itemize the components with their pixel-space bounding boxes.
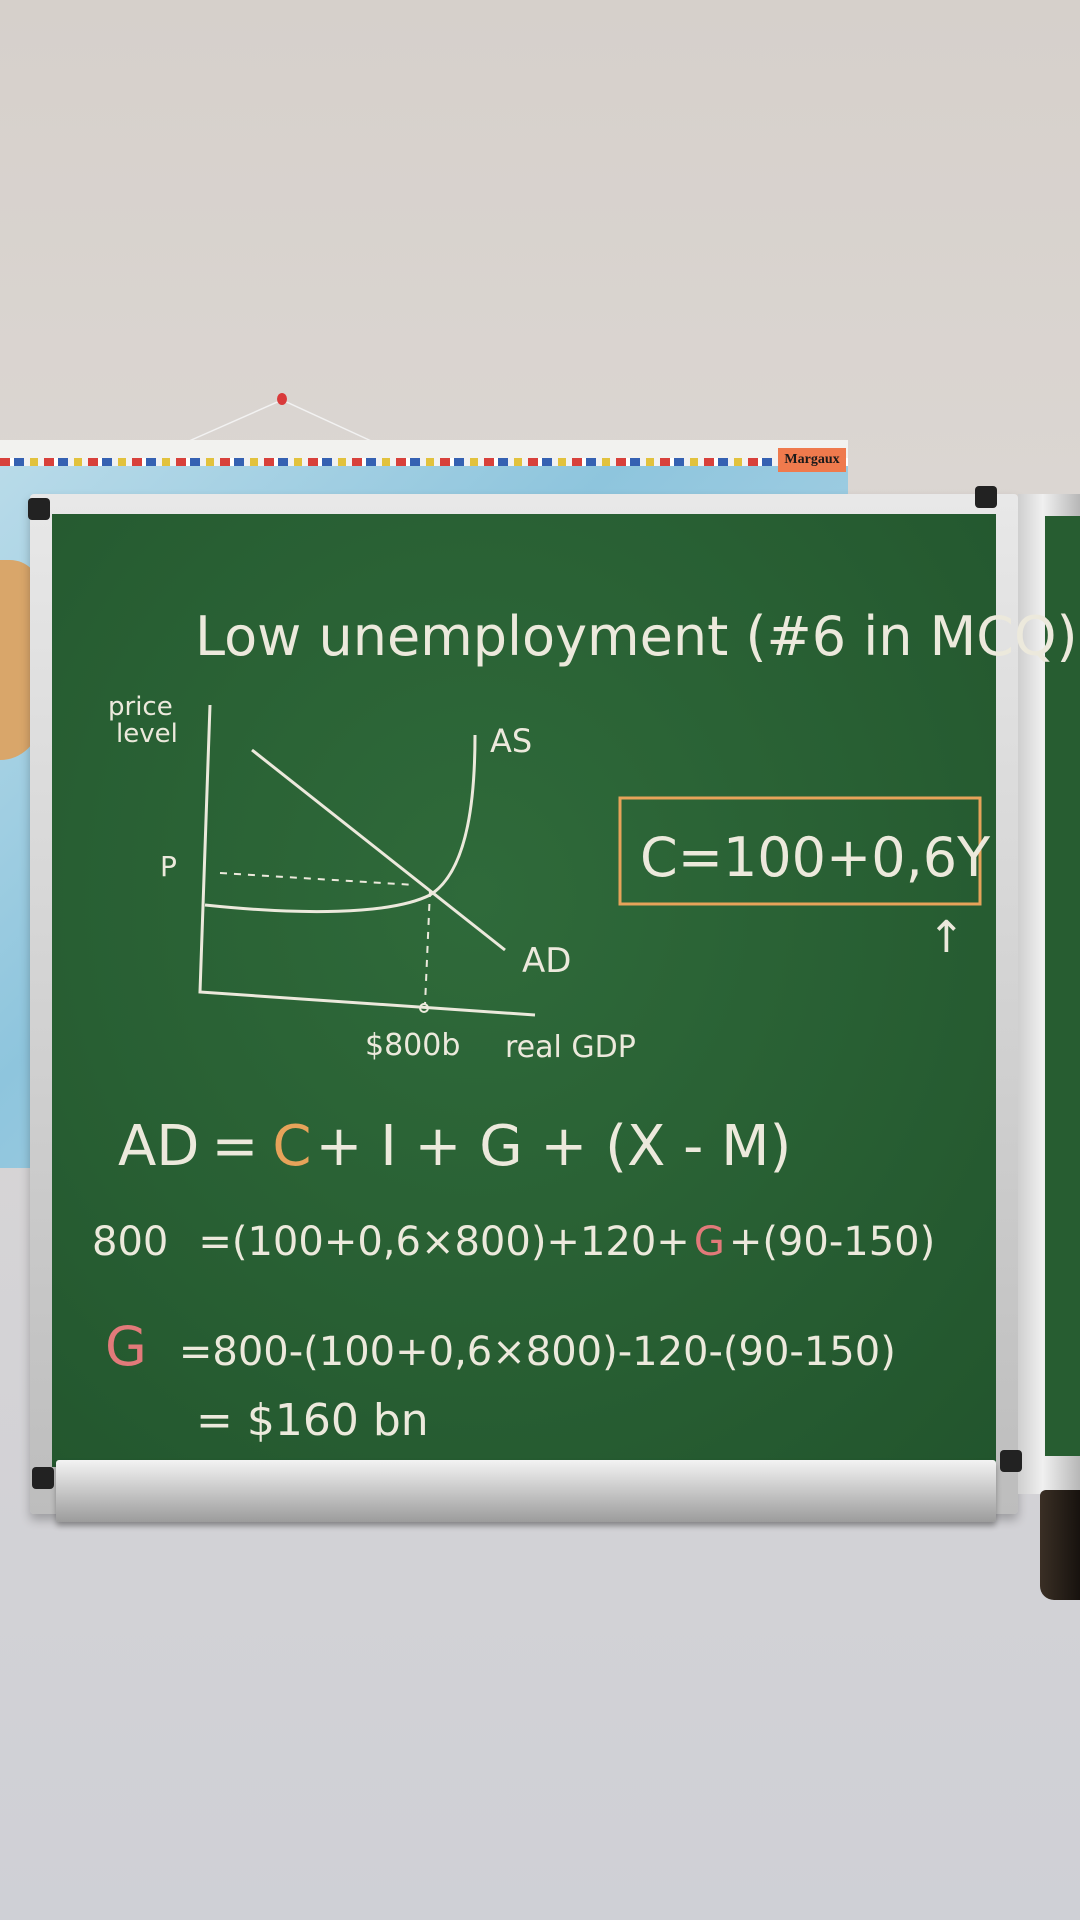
x-axis-label: real GDP xyxy=(505,1030,636,1065)
as-label: AS xyxy=(490,722,533,760)
eq1-rest: + I + G + (X - M) xyxy=(315,1114,792,1179)
eq2-g: G xyxy=(693,1219,725,1265)
ad-label: AD xyxy=(522,941,572,981)
equation-3 xyxy=(105,1315,896,1378)
graph-y-label-line1: price xyxy=(108,692,173,722)
eq2-part1: =(100+0,6×800)+120+ xyxy=(198,1219,690,1265)
eq2-part2: +(90-150) xyxy=(728,1219,936,1265)
chalk-arrow: ↑ xyxy=(928,912,965,963)
equation-1 xyxy=(118,1114,791,1179)
equation-2 xyxy=(92,1219,935,1265)
price-dashed-line xyxy=(220,873,415,885)
eq2-lhs: 800 xyxy=(92,1219,169,1265)
ad-as-graph xyxy=(108,692,636,1065)
eq1-c: C xyxy=(272,1114,312,1179)
eq3-rest: =800-(100+0,6×800)-120-(90-150) xyxy=(178,1329,896,1375)
board-title: Low unemployment (#6 in MCQ) xyxy=(195,605,1078,668)
map-name-label: Margaux xyxy=(778,448,846,472)
graph-axes xyxy=(200,705,535,1015)
price-tick-label: P xyxy=(160,850,177,883)
eq1-ad: AD xyxy=(118,1114,200,1179)
as-curve xyxy=(205,735,475,912)
consumption-function: C=100+0,6Y xyxy=(640,826,991,889)
eq3-g: G xyxy=(105,1315,147,1378)
ad-curve xyxy=(252,750,505,950)
eq1-equals: = xyxy=(211,1114,259,1179)
gdp-tick-label: $800b xyxy=(365,1028,461,1063)
equation-4-result: = $160 bn xyxy=(196,1395,429,1446)
graph-y-label-line2: level xyxy=(116,719,178,749)
gdp-dashed-line xyxy=(425,890,430,1005)
